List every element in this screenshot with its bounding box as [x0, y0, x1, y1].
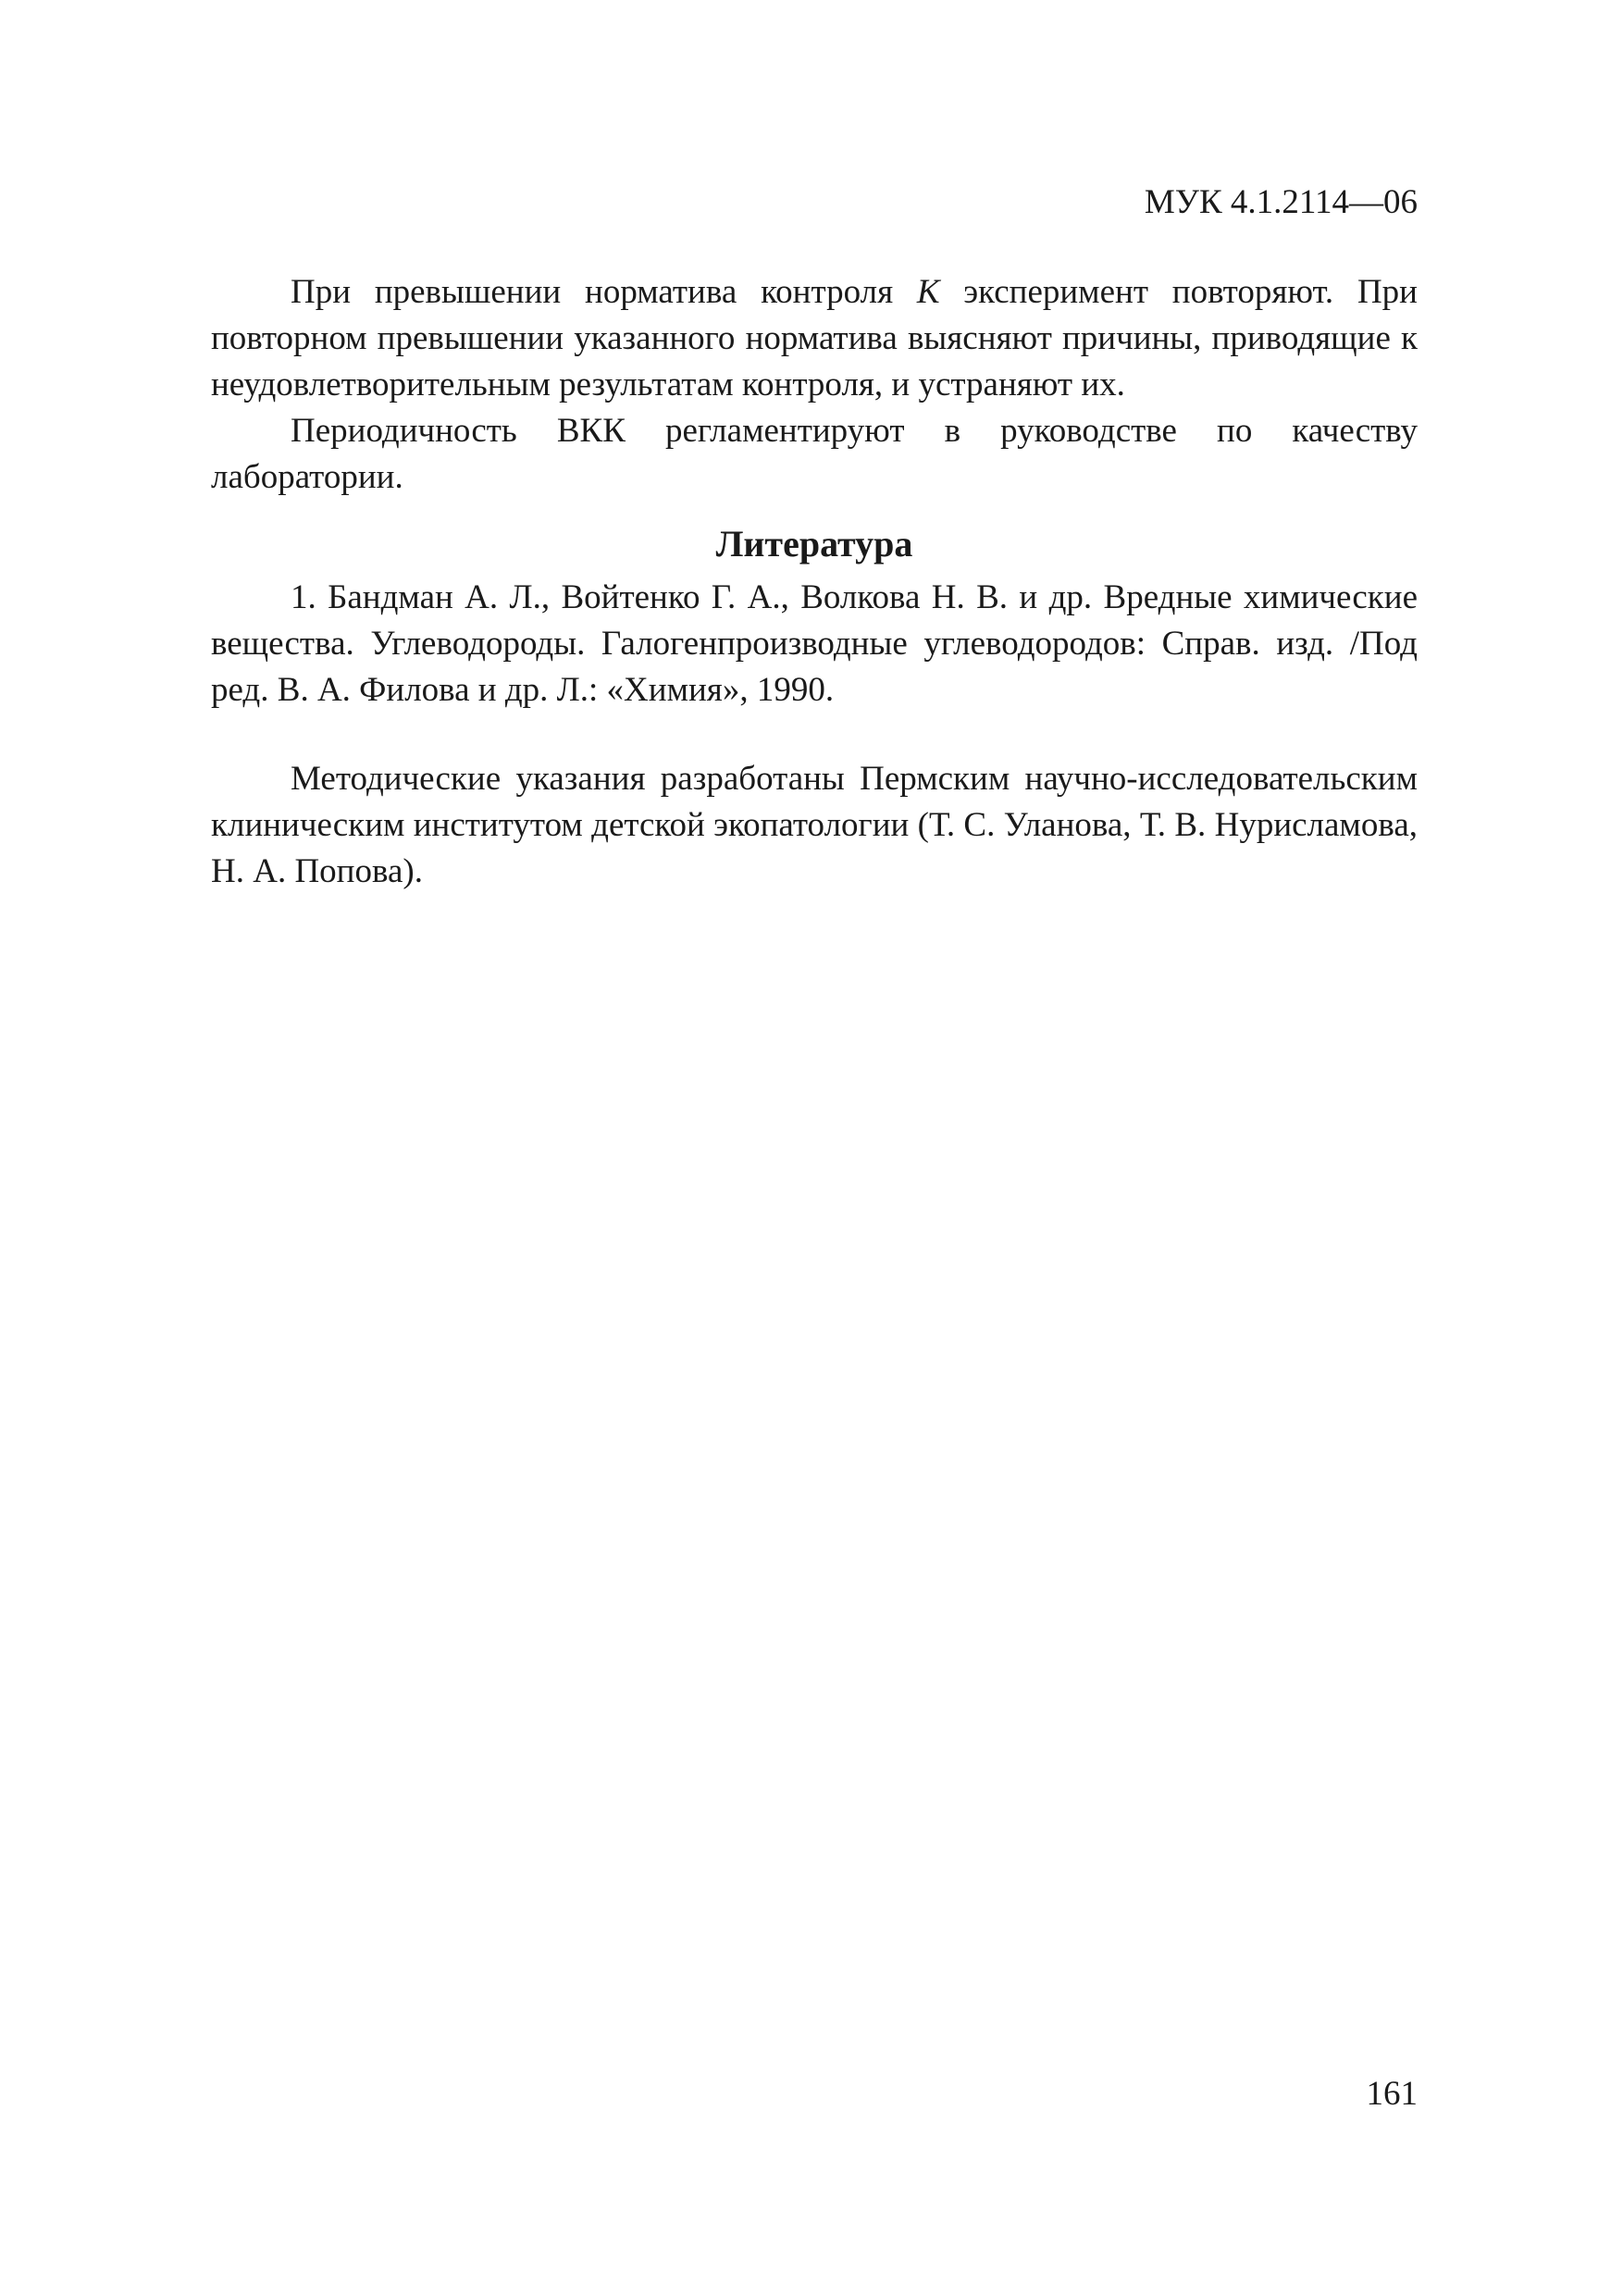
coefficient-k: К — [916, 273, 940, 311]
running-head-document-code: МУК 4.1.2114—06 — [1144, 183, 1418, 221]
main-text — [211, 269, 1418, 895]
literature-item: 1. Бандман А. Л., Войтенко Г. А., Волкова Н. В. и др. Вредные химические вещества. Углеводороды. Галогенпроизводные углеводородов: Справ. изд. /Под ред. В. А. Филова и др. Л.: «Химия», 1990. — [211, 578, 1418, 709]
paragraph-text-start: При превышении норматива контроля — [291, 273, 917, 311]
credits-paragraph — [211, 756, 1418, 895]
credits-text: Методические указания разработаны Пермским научно-исследовательским клиническим институтом детской экопатологии — [211, 760, 1418, 844]
spacer — [211, 714, 1418, 756]
page-number: 161 — [1366, 2075, 1418, 2113]
paragraph-control-repeat — [211, 269, 1418, 408]
literature-heading: Литература — [715, 523, 913, 565]
credits-authors: (Т. С. Уланова, Т. В. Нурисламова, Н. А. Попова). — [211, 806, 1418, 890]
paragraph-vkk-periodicity: Периодичность ВКК регламентируют в руководстве по качеству лаборатории. — [211, 412, 1418, 496]
paragraph-text-end: эксперимент повторяют. При повторном превышении указанного норматива выясняют причины, приводящие к неудовлетворительным результатам контроля, и устраняют их. — [211, 273, 1418, 403]
